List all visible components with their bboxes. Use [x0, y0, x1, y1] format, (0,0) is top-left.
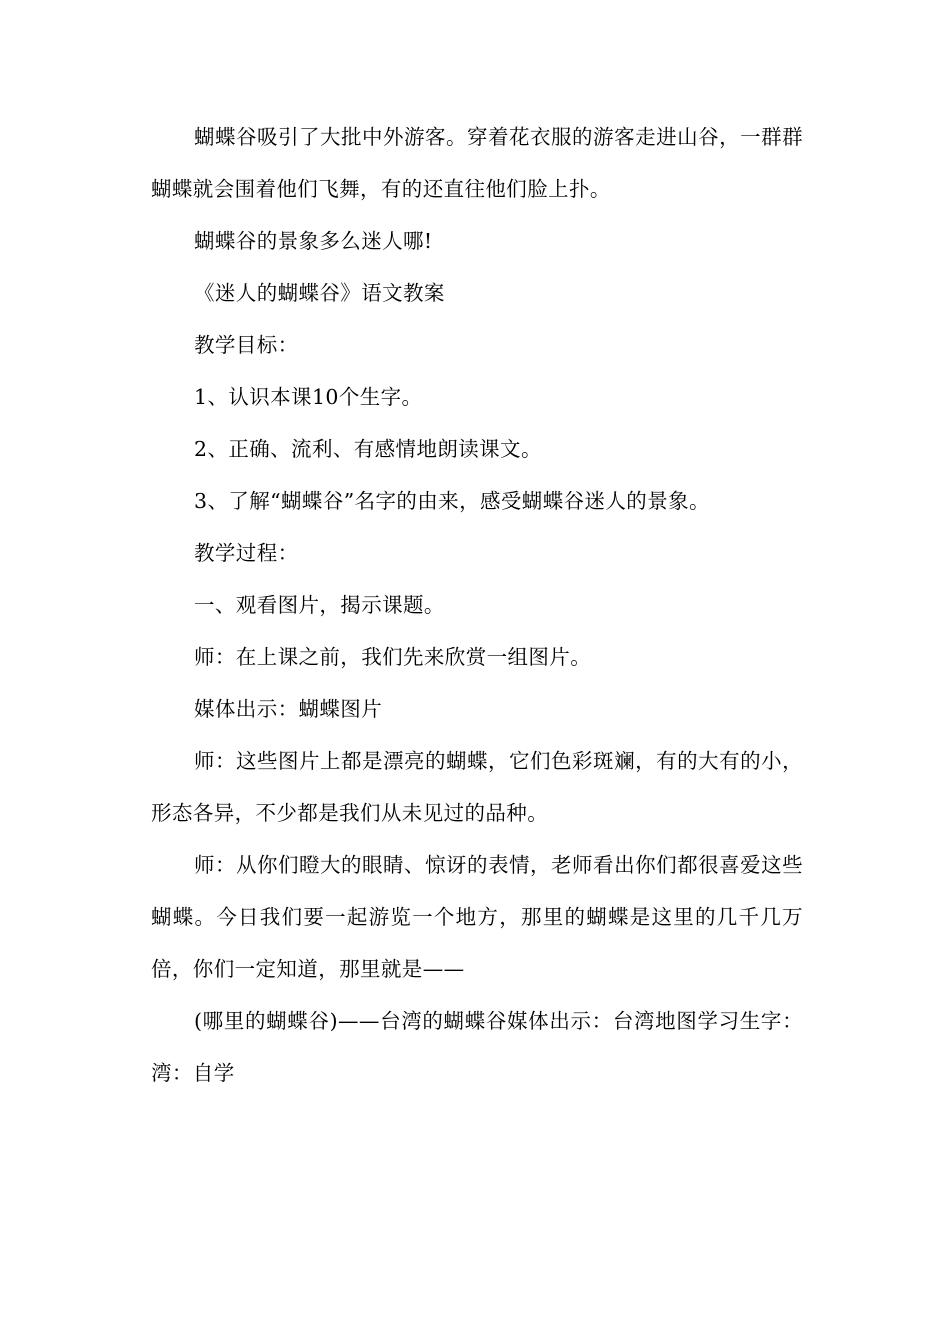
heading-teaching-goals: 教学目标：	[194, 333, 299, 357]
teacher-line-2: 师：这些图片上都是漂亮的蝴蝶，它们色彩斑斓，有的大有的小，形态各异，不少都是我们从未见过的品种。	[151, 749, 803, 825]
heading-teaching-process: 教学过程：	[194, 541, 299, 565]
goal-item-1: 1、认识本课10个生字。	[194, 385, 423, 409]
teacher-line-3: 师：从你们瞪大的眼睛、惊讶的表情，老师看出你们都很喜爱这些蝴蝶。今日我们要一起游览一个地方，那里的蝴蝶是这里的几千几万倍，你们一定知道，那里就是——	[151, 853, 803, 981]
goal-item-2: 2、正确、流利、有感情地朗读课文。	[194, 437, 542, 461]
lesson-title: 《迷人的蝴蝶谷》语文教案	[194, 281, 445, 305]
media-display-1: 媒体出示：蝴蝶图片	[194, 697, 383, 721]
paragraph-intro-tourists: 蝴蝶谷吸引了大批中外游客。穿着花衣服的游客走进山谷，一群群蝴蝶就会围着他们飞舞，有的还直往他们脸上扑。	[151, 125, 803, 201]
paragraph-scenery: 蝴蝶谷的景象多么迷人哪!	[194, 229, 433, 253]
paragraph-taiwan-valley: (哪里的蝴蝶谷)——台湾的蝴蝶谷媒体出示：台湾地图学习生字：湾：自学	[151, 1009, 803, 1085]
document-body	[151, 111, 803, 1099]
goal-item-3: 3、了解“蝴蝶谷”名字的由来，感受蝴蝶谷迷人的景象。	[194, 489, 710, 513]
teacher-line-1: 师：在上课之前，我们先来欣赏一组图片。	[194, 645, 592, 669]
process-step-1: 一、观看图片，揭示课题。	[194, 593, 445, 617]
